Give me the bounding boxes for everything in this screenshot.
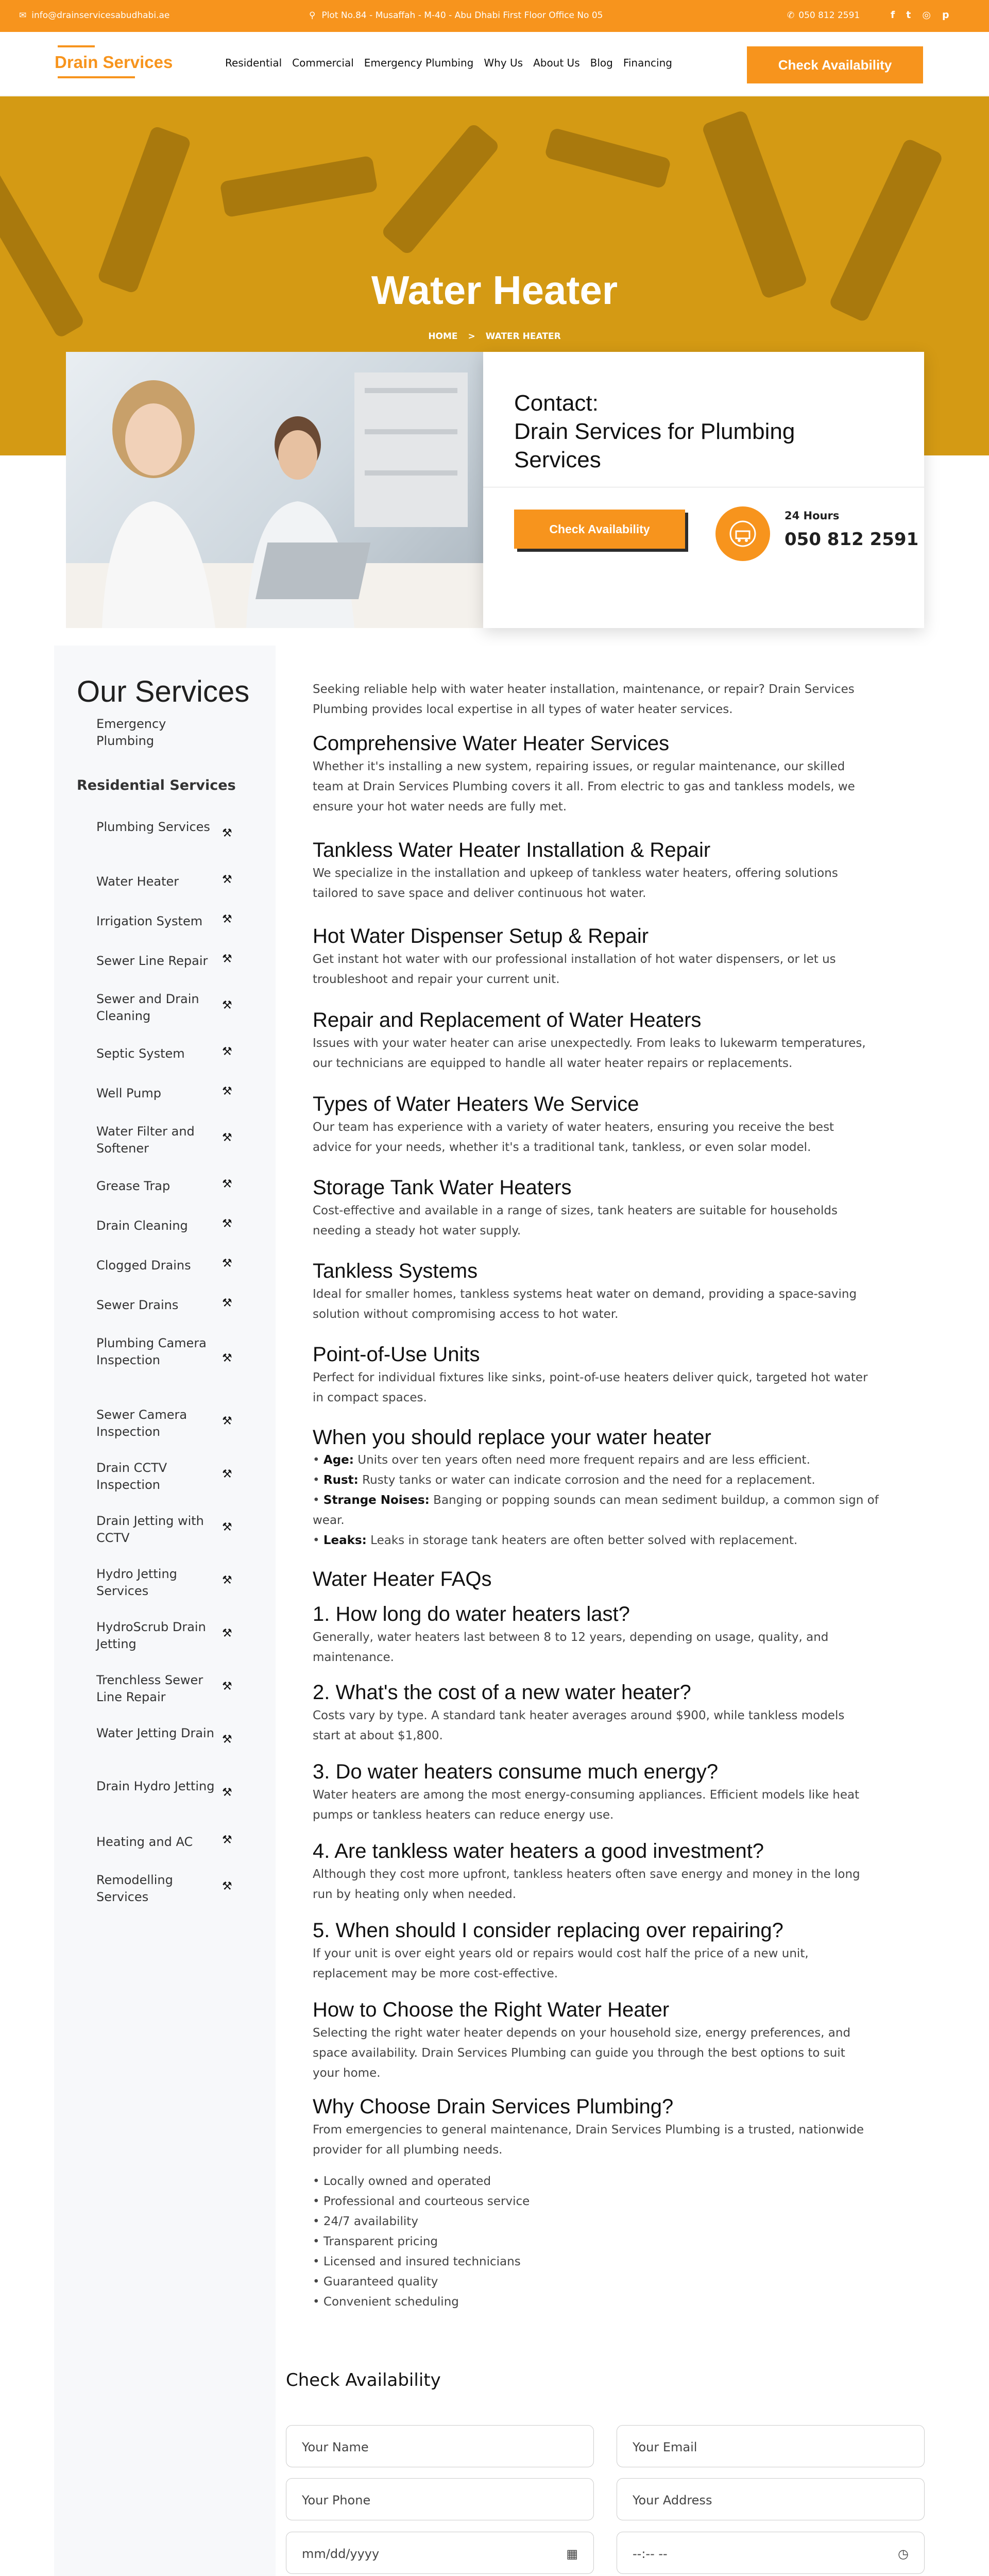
list-item-text: Transparent pricing	[323, 2235, 438, 2248]
tools-icon: ⚒	[222, 1257, 232, 1270]
contact-check-availability-button[interactable]: Check Availability	[514, 510, 685, 549]
nav-about-us[interactable]: About Us	[533, 57, 580, 69]
topbar-email[interactable]	[19, 10, 169, 21]
list-item: • Guaranteed quality	[313, 2275, 438, 2289]
sidebar-item-clogged-drains[interactable]: Clogged Drains	[96, 1258, 191, 1273]
tools-icon: ⚒	[222, 1085, 232, 1098]
nav-financing[interactable]: Financing	[623, 57, 672, 69]
list-item-text: Units over ten years often need more frequent repairs and are less efficient.	[353, 1453, 810, 1467]
list-item: • 24/7 availability	[313, 2215, 418, 2228]
breadcrumb-home[interactable]: HOME	[428, 331, 458, 342]
section-heading: Tankless Systems	[313, 1260, 478, 1282]
tools-icon: ⚒	[222, 1880, 232, 1893]
plumber-van-icon	[715, 506, 770, 561]
list-item-label: Leaks:	[323, 1534, 367, 1547]
saw-decor	[544, 127, 671, 189]
faq-heading: Water Heater FAQs	[313, 1568, 492, 1590]
section-heading: Tankless Water Heater Installation & Repair	[313, 839, 711, 861]
why-heading: Why Choose Drain Services Plumbing?	[313, 2095, 674, 2118]
instagram-icon[interactable]: ◎	[922, 9, 931, 21]
sidebar-item-hydroscrub[interactable]: HydroScrub Drain Jetting	[96, 1620, 206, 1651]
section-text: We specialize in the installation and upkeep of tankless water heaters, offering solutions tailored to save space and deliver continuous hot water.	[313, 867, 838, 900]
tools-icon: ⚒	[222, 953, 232, 965]
site-logo[interactable]: Drain Services	[55, 53, 173, 72]
faq-question: 3. Do water heaters consume much energy?	[313, 1760, 719, 1783]
section-text: Whether it's installing a new system, repairing issues, or regular maintenance, our skilled team at Drain Services Plumbing covers it all. From electric to gas and tankless models, we ensure your hot water needs are fully met.	[313, 760, 855, 814]
list-item-text: Guaranteed quality	[323, 2275, 438, 2289]
sidebar-item-septic-system[interactable]: Septic System	[96, 1046, 185, 1061]
section-text: Our team has experience with a variety of water heaters, ensuring you receive the best advice for your needs, whether it's a traditional tank, tankless, or even solar model.	[313, 1121, 834, 1154]
hammer-decor	[380, 122, 501, 256]
tools-icon: ⚒	[222, 1045, 232, 1058]
section-text: Ideal for smaller homes, tankless systems heat water on demand, providing a space-saving solution without compromising access to hot water.	[313, 1287, 857, 1321]
contact-card	[483, 352, 924, 628]
tools-icon: ⚒	[222, 1627, 232, 1640]
breadcrumb	[0, 331, 989, 342]
topbar-socials	[891, 9, 949, 21]
tools-icon: ⚒	[222, 913, 232, 926]
sidebar-section-residential[interactable]: Residential Services	[77, 777, 236, 793]
list-item-text: Professional and courteous service	[323, 2195, 530, 2208]
section-text: Perfect for individual fixtures like sinks, point-of-use heaters deliver quick, targeted hot water in compact spaces.	[313, 1371, 868, 1404]
faq-answer: Costs vary by type. A standard tank heater averages around $900, while tankless models start at about $1,800.	[313, 1709, 845, 1742]
email-input[interactable]: Your Email	[617, 2425, 925, 2467]
nav-why-us[interactable]: Why Us	[484, 57, 523, 69]
calendar-icon: ▦	[566, 2547, 578, 2561]
tools-icon: ⚒	[222, 1733, 232, 1746]
nav-emergency-plumbing[interactable]: Emergency Plumbing	[364, 57, 474, 69]
logo-underline	[58, 76, 135, 78]
list-item-text: Rusty tanks or water can indicate corrosion and the need for a replacement.	[358, 1473, 815, 1487]
date-input[interactable]	[286, 2532, 594, 2574]
facebook-icon[interactable]: f	[891, 9, 895, 21]
sidebar-item-hydro-jetting[interactable]: Hydro Jetting Services	[96, 1567, 177, 1598]
tools-icon: ⚒	[222, 1786, 232, 1799]
list-item: • Rust: Rusty tanks or water can indicate corrosion and the need for a replacement.	[313, 1473, 815, 1487]
sidebar-item-water-jetting[interactable]: Water Jetting Drain	[96, 1726, 214, 1740]
time-input[interactable]	[617, 2532, 925, 2574]
faq-answer: If your unit is over eight years old or repairs would cost half the price of a new unit, replacement may be more cost-effective.	[313, 1947, 809, 1980]
tools-icon: ⚒	[222, 1468, 232, 1481]
location-pin-icon: ⚲	[309, 10, 316, 21]
page-title: Water Heater	[371, 267, 618, 313]
contact-phone[interactable]: 050 812 2591	[785, 529, 919, 550]
address-input[interactable]: Your Address	[617, 2478, 925, 2520]
pipe-decor	[219, 155, 378, 217]
section-heading: Types of Water Heaters We Service	[313, 1093, 639, 1115]
nav-blog[interactable]: Blog	[590, 57, 613, 69]
section-heading: Repair and Replacement of Water Heaters	[313, 1009, 702, 1031]
sidebar-item-water-heater[interactable]: Water Heater	[96, 874, 179, 889]
why-text: From emergencies to general maintenance, Drain Services Plumbing is a trusted, nationwide provider for all plumbing needs.	[313, 2123, 864, 2157]
section-heading: Comprehensive Water Heater Services	[313, 732, 670, 755]
contact-subtitle: Drain Services for Plumbing Services	[514, 419, 795, 472]
topbar-phone-text[interactable]: 050 812 2591	[798, 10, 860, 21]
faq-answer: Water heaters are among the most energy-consuming appliances. Efficient models like heat pumps or tankless heaters can reduce energy use.	[313, 1788, 860, 1822]
list-item: • Convenient scheduling	[313, 2295, 459, 2309]
date-placeholder: mm/dd/yyyy	[302, 2547, 380, 2561]
faq-question: 1. How long do water heaters last?	[313, 1603, 630, 1625]
list-item: • Age: Units over ten years often need more frequent repairs and are less efficient.	[313, 1453, 810, 1467]
time-placeholder: --:-- --	[633, 2547, 668, 2561]
twitter-icon[interactable]: t	[906, 9, 911, 21]
pinterest-icon[interactable]: p	[942, 9, 949, 21]
tools-icon: ⚒	[222, 1178, 232, 1191]
site-header	[0, 32, 989, 96]
section-heading: Point-of-Use Units	[313, 1343, 480, 1366]
name-input[interactable]: Your Name	[286, 2425, 594, 2467]
sidebar-item-irrigation-system[interactable]: Irrigation System	[96, 914, 203, 928]
list-item-label: Rust:	[323, 1473, 359, 1487]
faq-question: 2. What's the cost of a new water heater?	[313, 1681, 691, 1704]
faq-question: 4. Are tankless water heaters a good investment?	[313, 1840, 764, 1862]
replace-heading: When you should replace your water heater	[313, 1426, 711, 1449]
sidebar-item-plumbing-services[interactable]: Plumbing Services	[96, 820, 210, 834]
support-team-photo	[66, 352, 483, 628]
worker-icon	[728, 519, 758, 549]
list-item-text: Convenient scheduling	[323, 2295, 459, 2309]
list-item: • Transparent pricing	[313, 2235, 438, 2248]
tools-icon: ⚒	[222, 1352, 232, 1365]
list-item-label: Strange Noises:	[323, 1494, 430, 1507]
replace-list	[313, 1450, 879, 1551]
tools-icon: ⚒	[222, 1680, 232, 1693]
tools-icon: ⚒	[222, 1297, 232, 1310]
section-heading: Storage Tank Water Heaters	[313, 1176, 572, 1199]
top-bar	[0, 0, 989, 32]
nav-commercial[interactable]: Commercial	[292, 57, 354, 69]
list-item-label: Age:	[323, 1453, 354, 1467]
sidebar-item-emergency-plumbing[interactable]: Emergency Plumbing	[96, 717, 166, 748]
list-item: • Strange Noises: Banging or popping sounds can mean sediment buildup, a common sign of wear.	[313, 1494, 879, 1527]
tools-icon: ⚒	[222, 1574, 232, 1587]
section-text: Cost-effective and available in a range of sizes, tank heaters are suitable for households needing a steady hot water supply.	[313, 1204, 838, 1238]
clock-icon: ◷	[898, 2547, 909, 2561]
sidebar-item-water-filter[interactable]: Water Filter and Softener	[96, 1124, 195, 1156]
sidebar-item-well-pump[interactable]: Well Pump	[96, 1086, 161, 1100]
intro-text: Seeking reliable help with water heater installation, maintenance, or repair? Drain Services Plumbing provides local expertise in all types of water heater services.	[313, 683, 855, 716]
office-illustration	[66, 352, 483, 628]
topbar-address-text: Plot No.84 - Musaffah - M-40 - Abu Dhabi First Floor Office No 05	[321, 10, 603, 21]
tools-icon: ⚒	[222, 1834, 232, 1846]
sidebar-item-sewer-line-repair[interactable]: Sewer Line Repair	[96, 954, 208, 968]
form-title: Check Availability	[286, 2370, 441, 2391]
faq-answer: Generally, water heaters last between 8 to 12 years, depending on usage, quality, and maintenance.	[313, 1631, 829, 1664]
breadcrumb-separator: >	[468, 331, 475, 342]
list-item: • Licensed and insured technicians	[313, 2255, 521, 2268]
check-availability-button[interactable]: Check Availability	[747, 46, 923, 83]
contact-title: Contact:	[514, 391, 599, 416]
choose-text: Selecting the right water heater depends on your household size, energy preferences, and space availability. Drain Services Plumbing can guide you through the best options to suit your home.	[313, 2026, 851, 2080]
sidebar-item-drain-hydro[interactable]: Drain Hydro Jetting	[96, 1779, 215, 1793]
sidebar-item-sewer-camera[interactable]: Sewer Camera Inspection	[96, 1408, 187, 1439]
sidebar-title: Our Services	[77, 675, 250, 708]
contact-hours: 24 Hours	[785, 510, 840, 522]
sidebar-item-plumbing-camera[interactable]: Plumbing Camera Inspection	[96, 1336, 207, 1367]
topbar-address	[309, 10, 603, 21]
breadcrumb-current: WATER HEATER	[485, 331, 561, 342]
phone-input[interactable]: Your Phone	[286, 2478, 594, 2520]
list-item: • Leaks: Leaks in storage tank heaters are often better solved with replacement.	[313, 1534, 798, 1547]
tools-icon: ⚒	[222, 999, 232, 1012]
sidebar-item-drain-cleaning[interactable]: Drain Cleaning	[96, 1218, 188, 1233]
topbar-phone[interactable]	[787, 10, 860, 21]
list-item-text: Leaks in storage tank heaters are often better solved with replacement.	[366, 1534, 798, 1547]
logo-top-bar	[58, 45, 95, 47]
main-content	[276, 646, 935, 2576]
sidebar-item-sewer-drains[interactable]: Sewer Drains	[96, 1298, 179, 1312]
faq-answer: Although they cost more upfront, tankless heaters often save energy and money in the long run by heating only when needed.	[313, 1868, 860, 1901]
list-item-text: Licensed and insured technicians	[323, 2255, 521, 2268]
tools-icon: ⚒	[222, 1521, 232, 1534]
faq-question: 5. When should I consider replacing over repairing?	[313, 1919, 783, 1942]
tools-icon: ⚒	[222, 873, 232, 886]
sidebar-item-remodelling[interactable]: Remodelling Services	[96, 1873, 173, 1904]
tools-icon: ⚒	[222, 1217, 232, 1230]
sidebar-item-drain-jetting-cctv[interactable]: Drain Jetting with CCTV	[96, 1514, 204, 1545]
phone-icon: ✆	[787, 10, 795, 21]
list-item: • Locally owned and operated	[313, 2175, 491, 2188]
sidebar-item-grease-trap[interactable]: Grease Trap	[96, 1179, 170, 1193]
tools-icon: ⚒	[222, 827, 232, 840]
sidebar-item-heating-ac[interactable]: Heating and AC	[96, 1835, 193, 1849]
why-list	[313, 2172, 879, 2312]
tools-icon: ⚒	[222, 1415, 232, 1428]
sidebar-item-trenchless[interactable]: Trenchless Sewer Line Repair	[96, 1673, 203, 1704]
list-item-text: 24/7 availability	[323, 2215, 418, 2228]
sidebar-item-drain-cctv[interactable]: Drain CCTV Inspection	[96, 1461, 167, 1492]
choose-heading: How to Choose the Right Water Heater	[313, 1998, 670, 2021]
sidebar-item-sewer-drain-cleaning[interactable]: Sewer and Drain Cleaning	[96, 992, 199, 1023]
section-heading: Hot Water Dispenser Setup & Repair	[313, 925, 649, 947]
section-text: Issues with your water heater can arise unexpectedly. From leaks to lukewarm temperatures, our technicians are equipped to handle all water heater repairs or replacements.	[313, 1037, 866, 1070]
topbar-email-text[interactable]: info@drainservicesabudhabi.ae	[31, 10, 170, 21]
section-text: Get instant hot water with our professional installation of hot water dispensers, or let us troubleshoot and repair your current unit.	[313, 953, 836, 986]
mail-icon: ✉	[19, 10, 27, 21]
tools-icon: ⚒	[222, 1131, 232, 1144]
main-nav	[225, 57, 672, 69]
list-item-text: Banging or popping sounds can mean sediment buildup, a common sign of wear.	[313, 1494, 879, 1527]
services-sidebar	[54, 646, 276, 2576]
contact-heading	[514, 389, 823, 474]
nav-residential[interactable]: Residential	[225, 57, 282, 69]
list-item-text: Locally owned and operated	[323, 2175, 491, 2188]
list-item: • Professional and courteous service	[313, 2195, 530, 2208]
